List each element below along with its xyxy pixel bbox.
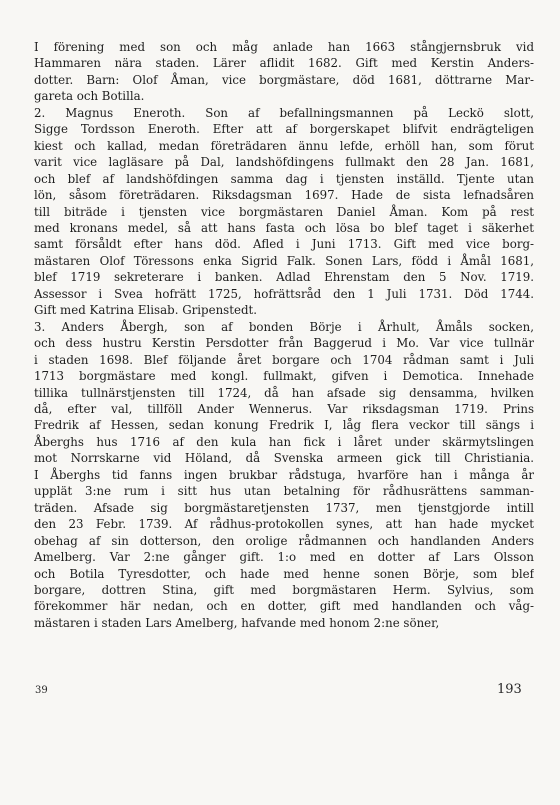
text-line: träden. Afsade sig borgmästaretjensten 1737, men tjenstgjorde intill (34, 500, 534, 515)
text-line: blef 1719 sekreterare i banken. Adlad Ehrenstam den 5 Nov. 1719. (34, 270, 534, 285)
text-line: Sigge Tordsson Eneroth. Efter att af borgerskapet blifvit endrägteligen (34, 122, 534, 137)
text-line: då, efter val, tillföll Ander Wennerus. Var riksdagsman 1719. Prins (34, 401, 534, 416)
text-line: lön, såsom företrädaren. Riksdagsman 1697. Hade de sista lefnadsåren (34, 188, 534, 203)
text-line: och Botila Tyresdotter, och hade med henne sonen Börje, som blef (34, 566, 534, 581)
text-line: och dess hustru Kerstin Persdotter från Baggerud i Mo. Var vice tullnär (34, 336, 534, 351)
page-number: 193 (497, 682, 522, 697)
text-line: obehag af sin dotterson, den orolige rådmannen och handlanden Anders (34, 533, 534, 548)
signature-mark: 39 (35, 685, 48, 696)
text-line: dotter. Barn: Olof Åman, vice borgmästare, död 1681, döttrarne Mar- (34, 72, 534, 87)
text-line: gareta och Botilla. (34, 89, 145, 104)
text-line: borgare, dottren Stina, gift med borgmästaren Herm. Sylvius, som (34, 582, 534, 597)
text-line: med kronans medel, så att hans fasta och lösa bo blef taget i säkerhet (34, 220, 534, 235)
text-line: mästaren Olof Töressons enka Sigrid Falk. Sonen Lars, född i Åmål 1681, (34, 253, 534, 268)
text-line: mot Norrskarne vid Höland, då Svenska armeen gick till Christiania. (34, 451, 534, 466)
body-text (34, 39, 534, 631)
text-line: förekommer här nedan, och en dotter, gift med handlanden och våg- (34, 599, 534, 614)
text-line: 2. Magnus Eneroth. Son af befallningsmannen på Leckö slott, (34, 105, 534, 120)
text-line: Fredrik af Hessen, sedan konung Fredrik I, låg flera veckor till sängs i (34, 418, 534, 433)
text-line: Åberghs hus 1716 af den kula han fick i låret under skärmytslingen (34, 434, 534, 449)
text-line: Hammaren nära staden. Lärer aflidit 1682. Gift med Kerstin Anders- (34, 56, 534, 71)
text-line: upplät 3:ne rum i sitt hus utan betalning för rådhusrättens samman- (34, 484, 534, 499)
text-line: samt försåldt efter hans död. Afled i Juni 1713. Gift med vice borg- (34, 237, 534, 252)
text-line: 3. Anders Åbergh, son af bonden Börje i Århult, Åmåls socken, (34, 319, 534, 334)
text-line: I Åberghs tid fanns ingen brukbar rådstuga, hvarföre han i många år (34, 467, 534, 482)
text-line: Gift med Katrina Elisab. Gripenstedt. (34, 303, 257, 318)
text-line: 1713 borgmästare med kongl. fullmakt, gifven i Demotica. Innehade (34, 369, 534, 384)
text-line: Amelberg. Var 2:ne gånger gift. 1:o med en dotter af Lars Olsson (34, 550, 534, 565)
text-line: mästaren i staden Lars Amelberg, hafvande med honom 2:ne söner, (34, 615, 440, 630)
text-line: varit vice lagläsare på Dal, landshöfdingens fullmakt den 28 Jan. 1681, (34, 155, 534, 170)
text-line: I förening med son och måg anlade han 1663 stångjernsbruk vid (34, 40, 534, 54)
text-line: tillika tullnärstjensten till 1724, då han afsade sig densamma, hvilken (34, 385, 534, 400)
text-line: till biträde i tjensten vice borgmästaren Daniel Åman. Kom på rest (34, 204, 534, 219)
text-line: kiest och kallad, medan företrädaren ännu lefde, erhöll han, som förut (34, 138, 534, 153)
text-line: och blef af landshöfdingen samma dag i tjensten inställd. Tjente utan (34, 171, 534, 186)
text-line: i staden 1698. Blef följande året borgare och 1704 rådman samt i Juli (34, 352, 534, 367)
text-line: den 23 Febr. 1739. Af rådhus-protokollen synes, att han hade mycket (34, 517, 534, 532)
text-line: Assessor i Svea hofrätt 1725, hofrättsråd den 1 Juli 1731. Död 1744. (34, 286, 534, 301)
